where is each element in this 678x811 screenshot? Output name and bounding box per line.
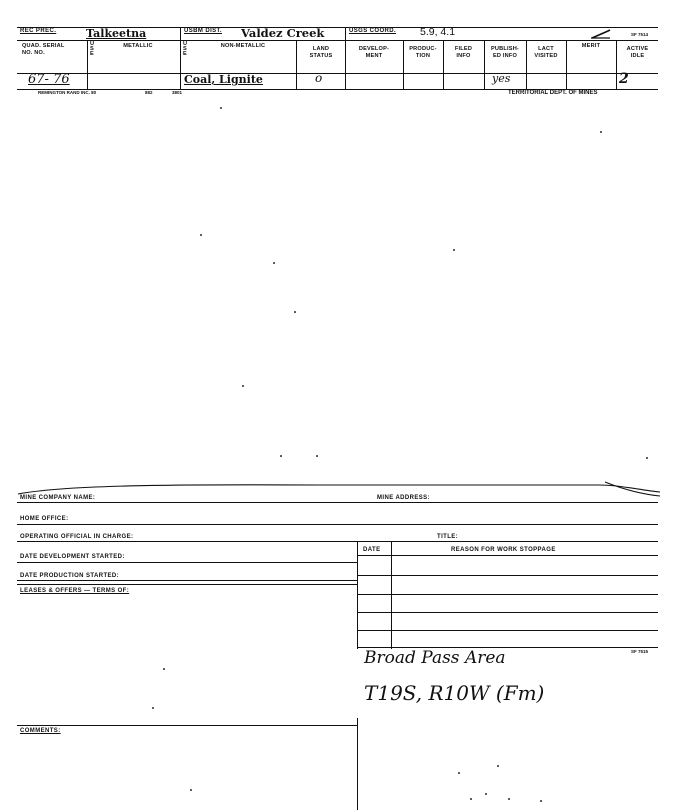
rule-stoppage-3 (357, 612, 658, 613)
rule-v-land (296, 40, 297, 89)
territorial-line: TERRITORIAL DEPT. OF MINES (508, 90, 598, 96)
rule-v-usgs (345, 27, 346, 89)
nonmetallic-value: Coal, Lignite (184, 73, 263, 86)
land-status-label: LAND STATUS (309, 46, 333, 59)
rule-v-use1 (87, 40, 88, 89)
printer-line: REMINGTON RAND INC. 80 (38, 90, 97, 95)
quad-serial-label: QUAD. SERIAL NO. NO. (22, 43, 65, 56)
land-status-value: o (315, 71, 323, 85)
usbm-dist-label: USBM DIST. (184, 28, 223, 34)
rule-date-dev (17, 562, 357, 563)
usgs-coord-value: 5.9, 4.1 (420, 26, 456, 38)
form-number-top: SF 7514 (631, 32, 649, 37)
mine-address-label: MINE ADDRESS: (377, 495, 430, 501)
home-office-label: HOME OFFICE: (20, 516, 69, 522)
active-idle-value: 2 (619, 71, 629, 87)
rule-date-prod (17, 580, 357, 581)
published-info-value: yes (492, 72, 511, 85)
printer-code-1: 882 (145, 90, 153, 95)
reason-column-label: REASON FOR WORK STOPPAGE (451, 547, 556, 553)
rule-official (17, 541, 658, 542)
rule-v-reason (391, 541, 392, 649)
rule-company (17, 502, 658, 503)
rule-row1 (17, 40, 658, 41)
comments-label: COMMENTS: (20, 728, 61, 734)
rule-stoppage-4 (357, 630, 658, 631)
rule-v-usbm (180, 27, 181, 89)
usbm-dist-value: Valdez Creek (241, 26, 325, 40)
rule-stoppage-2 (357, 594, 658, 595)
published-info-label: PUBLISH- ED INFO (490, 46, 519, 59)
title-label: TITLE: (437, 534, 459, 540)
metallic-label: METALLIC (123, 43, 153, 49)
last-visited-label: LACT VISITED (534, 46, 558, 59)
quad-serial-value: 67- 76 (28, 72, 70, 87)
rule-v-date (357, 541, 358, 649)
use-label-nonmetallic: U S E (183, 41, 188, 57)
usgs-coord-label: USGS COORD. (349, 28, 397, 34)
date-development-label: DATE DEVELOPMENT STARTED: (20, 554, 125, 560)
rule-row2 (17, 73, 658, 74)
rule-stoppage-header (357, 555, 658, 556)
rule-date-prod-double (17, 584, 357, 585)
filed-info-label: FILED INFO (454, 46, 473, 59)
nonmetallic-label: NON-METALLIC (220, 43, 266, 49)
leases-label: LEASES & OFFERS — TERMS OF: (20, 588, 130, 594)
rec-prec-label: REC PREC. (20, 28, 57, 34)
date-column-label: DATE (363, 547, 381, 553)
date-production-label: DATE PRODUCTION STARTED: (20, 573, 120, 579)
rule-home-office (17, 524, 658, 525)
development-label: DEVELOP- MENT (358, 46, 390, 59)
handwritten-location: Broad Pass Area (364, 648, 506, 668)
use-label-metallic: U S E (90, 41, 95, 57)
printer-code-2: 3801 (172, 90, 183, 95)
merit-label: MERIT (581, 43, 601, 49)
rec-prec-value: Talkeetna (86, 27, 147, 40)
rule-stoppage-1 (357, 575, 658, 576)
form-number-bottom: SF 7515 (631, 649, 649, 654)
check-mark-icon (590, 26, 612, 40)
active-idle-label: ACTIVE IDLE (626, 46, 649, 59)
production-label: PRODUC- TION (409, 46, 437, 59)
card-top-edge (0, 476, 678, 498)
operating-official-label: OPERATING OFFICIAL IN CHARGE: (20, 534, 134, 540)
rule-comments (17, 725, 357, 726)
rule-v-comments (357, 718, 358, 810)
handwritten-township: T19S, R10W (Fm) (364, 681, 545, 705)
mine-company-name-label: MINE COMPANY NAME: (20, 495, 96, 501)
